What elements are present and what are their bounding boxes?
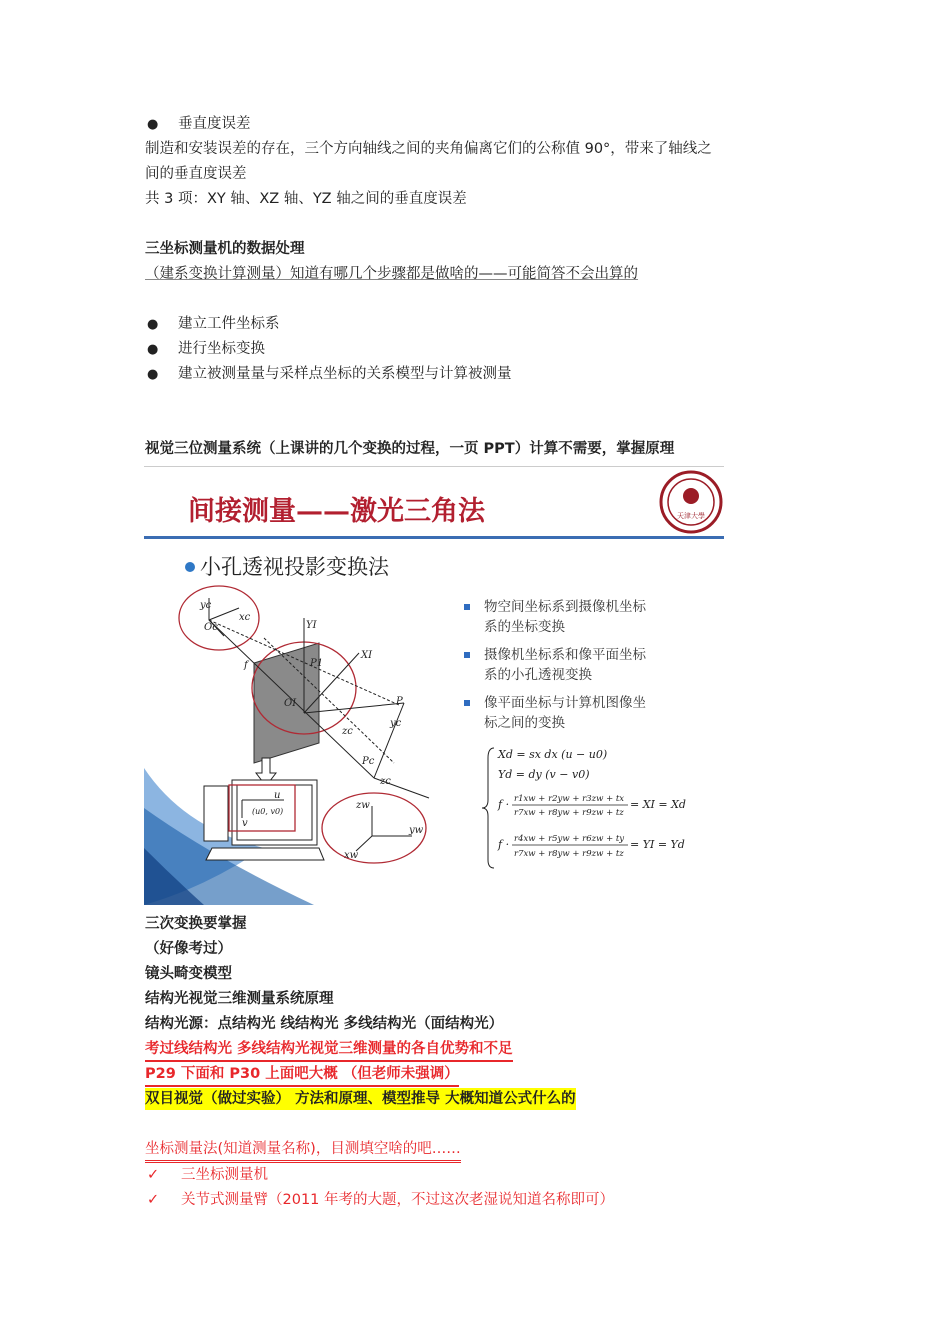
axis-label: f [244,660,248,671]
bullet-dot-icon: ● [147,317,159,332]
slide-bullet-text: 标之间的变换 [484,715,565,731]
step-item [145,312,825,337]
university-seal-icon [661,472,721,532]
axis-label: P1 [310,658,324,669]
slide-bullet-text: 系的小孔透视变换 [484,667,592,683]
slide-bullet-text: 摄像机坐标系和像平面坐标 [484,647,646,663]
seal-text: 天津大學 [677,512,705,520]
text-line: 镜头畸变模型 [145,966,232,982]
section-heading: 坐标测量法(知道测量名称)，目测填空啥的吧…… [145,1139,461,1163]
axis-label: P [396,696,403,707]
checklist-text: 关节式测量臂（2011 年考的大题，不过这次老湿说知道名称即可） [181,1192,615,1208]
slide-subtitle: 小孔透视投影变换法 [200,555,389,579]
checklist-item [145,1188,825,1213]
step-text: 建立工件坐标系 [178,316,280,332]
divider [144,466,724,467]
checklist-text: 三坐标测量机 [181,1167,268,1183]
equation: = YI = Yd [630,838,685,851]
bullet-dot-icon: ● [147,117,159,132]
step-text: 进行坐标变换 [178,341,265,357]
text-line: （好像考过） [145,941,232,957]
slide-title: 间接测量——激光三角法 [188,496,485,527]
text-line: 结构光视觉三维测量系统原理 [145,991,334,1007]
slide-bullet-text: 像平面坐标与计算机图像坐 [484,695,646,711]
highlighted-note: P29 下面和 P30 上面吧大概 （但老师未强调） [145,1064,459,1087]
check-icon: ✓ [147,1192,160,1208]
axis-label: YI [306,620,317,631]
slide-figure [144,468,724,905]
highlighted-note: 考过线结构光 多线结构光视觉三维测量的各自优势和不足 [145,1039,513,1062]
bullet-text: 垂直度误差 [178,116,251,132]
bullet-dot-icon: ● [147,367,159,382]
document-body [145,112,825,462]
paragraph-line: 制造和安装误差的存在，三个方向轴线之间的夹角偏离它们的公称值 90°，带来了轴线之 [145,141,712,157]
equation: f · [498,838,510,851]
axis-label: v [242,818,248,829]
highlighted-text: 双目视觉（做过实验） 方法和原理、模型推导 大概知道公式什么的 [145,1088,576,1110]
paragraph-line: 间的垂直度误差 [145,166,247,182]
axis-label: zw [356,800,370,811]
equation: r7xw + r8yw + r9zw + tz [514,808,624,818]
bullet-dot-icon: ● [147,342,159,357]
section-heading: 视觉三位测量系统（上课讲的几个变换的过程，一页 PPT）计算不需要，掌握原理 [145,441,675,457]
axis-label: OI [284,698,297,709]
axis-label: zc [380,776,391,787]
equation: Xd = sx dx (u − u0) [498,748,608,761]
axis-label: XI [361,650,373,661]
slide-bullet-icon [185,562,195,572]
equation: f · [498,798,510,811]
paragraph-line: 共 3 项：XY 轴、XZ 轴、YZ 轴之间的垂直度误差 [145,191,467,207]
slide-bullet-text: 系的坐标变换 [484,619,565,635]
axis-label: u [274,790,281,801]
axis-label: zc [342,726,353,737]
equation: r1xw + r2yw + r3zw + tx [514,794,625,804]
axis-label: xw [344,850,359,861]
axis-label: (u0, v0) [252,807,284,816]
document-body-lower [145,912,825,1213]
equation: = XI = Xd [630,798,686,811]
check-icon: ✓ [147,1167,160,1183]
axis-label: yw [409,825,424,836]
equation: r7xw + r8yw + r9zw + tz [514,849,624,859]
axis-label: Oc [204,622,218,633]
bullet-item [145,112,825,137]
equation: Yd = dy (v − v0) [498,768,590,781]
axis-label: yc [200,600,212,611]
axis-label: Pc [362,756,375,767]
step-text: 建立被测量量与采样点坐标的关系模型与计算被测量 [178,366,512,382]
section-heading: 三坐标测量机的数据处理 [145,241,305,257]
slide-bullet-text: 物空间坐标系到摄像机坐标 [484,599,646,615]
axis-label: xc [239,612,251,623]
section-note: （建系变换计算测量）知道有哪几个步骤都是做啥的——可能简答不会出算的 [145,266,638,282]
equation: r4xw + r5yw + r6zw + ty [514,834,625,844]
checklist-item [145,1163,825,1188]
text-line: 三次变换要掌握 [145,916,247,932]
axis-label: yc [390,718,402,729]
step-item [145,337,825,362]
step-item [145,362,825,387]
slide-image [144,468,724,905]
text-line: 结构光源：点结构光 线结构光 多线结构光（面结构光） [145,1016,504,1032]
